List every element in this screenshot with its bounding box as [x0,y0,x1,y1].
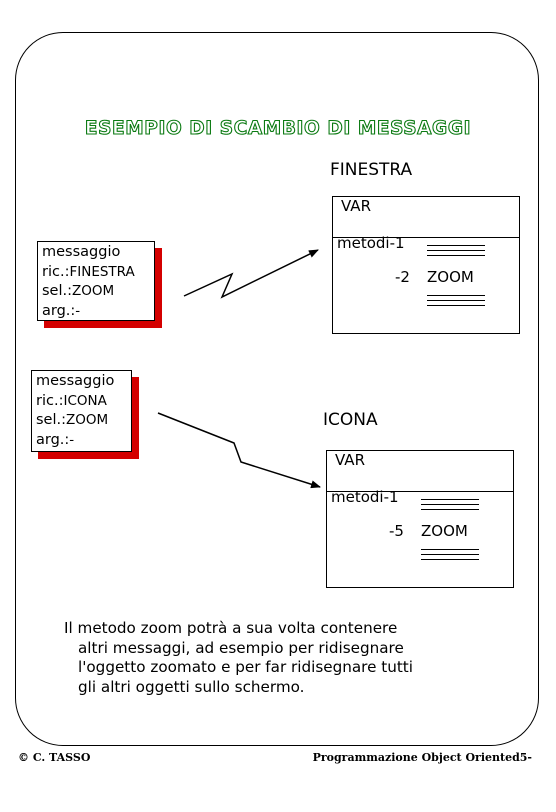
note-line: gli altri oggetti sullo schermo. [78,677,305,696]
object-methods-label: metodi-1 [337,234,405,252]
message-sel-value: ZOOM [66,412,109,428]
message-arg-key: arg.: [42,302,76,319]
footer-author: © C. TASSO [18,751,91,764]
explanation-note [64,619,524,697]
object-name-finestra: FINESTRA [330,160,413,180]
footer-course: Programmazione Object Oriented5- [312,751,532,764]
object-methods-label: metodi-1 [331,488,399,506]
message-ric-value: FINESTRA [69,263,135,280]
object-var-label: VAR [341,197,371,215]
message-ric-key: ric.: [42,263,70,280]
method-name: ZOOM [421,522,468,540]
method-number: -2 [395,268,410,286]
message-heading: messaggio [36,373,115,389]
note-line: l'oggetto zoomato e per far ridisegnare tutti [78,658,413,677]
object-var-label: VAR [335,451,365,469]
message-arg-value: - [69,431,75,448]
arrow-to-icona [158,413,320,487]
slide-title: ESEMPIO DI SCAMBIO DI MESSAGGI [84,118,472,139]
note-line: Il metodo zoom potrà a sua volta contenere [64,619,398,637]
arrow-to-finestra [184,250,318,297]
method-number: -5 [389,522,404,540]
message-sel-key: sel.: [36,412,66,428]
object-name-icona: ICONA [323,410,378,430]
message-heading: messaggio [42,244,121,260]
message-ric-value: ICONA [63,392,107,409]
message-sel-key: sel.: [42,283,72,299]
note-line: altri messaggi, ad esempio per ridisegnare [78,638,404,657]
message-ric-key: ric.: [36,392,64,409]
message-arg-value: - [75,302,81,319]
method-name: ZOOM [427,268,474,286]
message-sel-value: ZOOM [72,283,115,299]
message-arg-key: arg.: [36,431,70,448]
